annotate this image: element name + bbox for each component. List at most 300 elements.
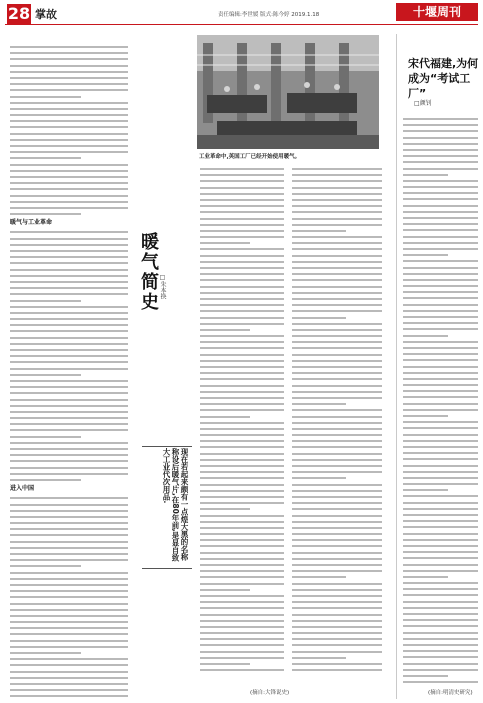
text-line bbox=[403, 168, 478, 170]
text-line bbox=[10, 380, 128, 382]
text-line bbox=[10, 578, 128, 580]
text-line bbox=[10, 126, 128, 128]
text-line bbox=[200, 508, 250, 510]
text-line bbox=[403, 359, 478, 361]
text-line bbox=[10, 392, 128, 394]
text-line bbox=[200, 298, 284, 300]
text-line bbox=[200, 484, 284, 486]
text-line bbox=[292, 403, 346, 405]
text-line bbox=[200, 589, 250, 591]
text-line bbox=[292, 236, 382, 238]
body-column-right bbox=[292, 168, 382, 671]
text-line bbox=[10, 349, 128, 351]
text-line bbox=[200, 218, 284, 220]
text-line bbox=[292, 248, 382, 250]
text-line bbox=[200, 626, 284, 628]
text-line bbox=[200, 669, 284, 671]
text-line bbox=[200, 533, 284, 535]
text-line bbox=[10, 368, 128, 370]
text-line bbox=[292, 477, 346, 479]
text-line bbox=[10, 120, 128, 122]
text-line bbox=[200, 496, 284, 498]
text-line bbox=[10, 188, 128, 190]
text-line bbox=[200, 446, 284, 448]
text-line bbox=[200, 347, 284, 349]
text-line bbox=[403, 390, 478, 392]
text-line bbox=[200, 651, 284, 653]
text-line bbox=[292, 570, 382, 572]
text-line bbox=[403, 545, 478, 547]
text-line bbox=[292, 298, 382, 300]
text-line bbox=[10, 646, 128, 648]
text-line bbox=[200, 378, 284, 380]
text-line bbox=[10, 58, 128, 60]
text-line bbox=[403, 143, 478, 145]
text-line bbox=[292, 663, 382, 665]
text-line bbox=[200, 168, 284, 170]
text-line bbox=[10, 689, 128, 691]
text-line bbox=[403, 297, 478, 299]
text-line bbox=[200, 174, 284, 176]
text-line bbox=[403, 279, 478, 281]
text-line bbox=[200, 583, 284, 585]
text-line bbox=[10, 448, 128, 450]
text-line bbox=[200, 576, 284, 578]
text-line bbox=[292, 614, 382, 616]
text-line bbox=[292, 620, 382, 622]
text-line bbox=[200, 261, 284, 263]
text-line bbox=[292, 230, 346, 232]
text-line bbox=[10, 262, 128, 264]
text-line bbox=[403, 471, 478, 473]
section-subhead: 进入中国 bbox=[10, 485, 35, 493]
text-line bbox=[10, 405, 128, 407]
text-line bbox=[403, 415, 448, 417]
text-line bbox=[10, 411, 128, 413]
text-line bbox=[403, 242, 478, 244]
text-line bbox=[10, 244, 128, 246]
text-line bbox=[292, 323, 382, 325]
text-line bbox=[292, 205, 382, 207]
text-line bbox=[403, 192, 478, 194]
text-line bbox=[292, 422, 382, 424]
text-line bbox=[10, 664, 128, 666]
text-line bbox=[292, 329, 382, 331]
text-line bbox=[403, 446, 478, 448]
text-line bbox=[403, 656, 478, 658]
text-line bbox=[292, 292, 382, 294]
text-line bbox=[200, 409, 284, 411]
text-line bbox=[200, 552, 284, 554]
text-line bbox=[403, 384, 478, 386]
text-line bbox=[10, 386, 128, 388]
text-line bbox=[10, 355, 128, 357]
text-line bbox=[10, 460, 128, 462]
article-title: 暖气简史 bbox=[138, 232, 159, 312]
text-line bbox=[292, 632, 382, 634]
text-line bbox=[292, 255, 382, 257]
text-line bbox=[403, 483, 478, 485]
text-line bbox=[292, 496, 382, 498]
text-line bbox=[10, 238, 128, 240]
text-line bbox=[292, 453, 382, 455]
text-line bbox=[292, 626, 382, 628]
text-line bbox=[10, 627, 128, 629]
text-line bbox=[292, 527, 382, 529]
text-line bbox=[200, 341, 284, 343]
text-line bbox=[403, 236, 478, 238]
text-line bbox=[200, 224, 284, 226]
text-line bbox=[200, 644, 284, 646]
text-line bbox=[10, 102, 128, 104]
text-line bbox=[403, 681, 478, 683]
text-line bbox=[10, 534, 128, 536]
text-line bbox=[292, 521, 382, 523]
text-line bbox=[292, 552, 382, 554]
text-line bbox=[10, 250, 128, 252]
text-line bbox=[10, 633, 128, 635]
text-line bbox=[292, 669, 382, 671]
text-line bbox=[10, 473, 128, 475]
text-line bbox=[292, 279, 382, 281]
text-line bbox=[403, 248, 478, 250]
text-line bbox=[10, 207, 128, 209]
text-line bbox=[10, 300, 81, 302]
text-line bbox=[200, 187, 284, 189]
text-line bbox=[403, 366, 478, 368]
text-line bbox=[10, 182, 128, 184]
text-line bbox=[403, 638, 478, 640]
text-line bbox=[403, 434, 478, 436]
text-line bbox=[10, 541, 128, 543]
text-line bbox=[403, 149, 478, 151]
pullquote-rule-top bbox=[142, 446, 192, 447]
text-line bbox=[292, 638, 382, 640]
text-line bbox=[200, 286, 284, 288]
sidebar-credit: (摘自:明清史研究) bbox=[428, 690, 473, 696]
text-line bbox=[403, 607, 478, 609]
text-line bbox=[200, 211, 284, 213]
text-line bbox=[10, 256, 128, 258]
text-line bbox=[403, 551, 478, 553]
text-line bbox=[292, 261, 382, 263]
text-line bbox=[10, 596, 128, 598]
text-line bbox=[10, 417, 128, 419]
page-number: 28 bbox=[7, 4, 31, 23]
text-line bbox=[200, 527, 284, 529]
text-line bbox=[200, 304, 284, 306]
text-line bbox=[403, 526, 478, 528]
text-line bbox=[10, 547, 128, 549]
body-column-left bbox=[10, 46, 128, 697]
text-line bbox=[200, 397, 284, 399]
text-line bbox=[200, 453, 284, 455]
text-line bbox=[10, 231, 128, 233]
text-line bbox=[292, 539, 382, 541]
pullquote-rule-bottom bbox=[142, 568, 192, 569]
text-line bbox=[200, 663, 250, 665]
text-line bbox=[10, 324, 128, 326]
text-line bbox=[292, 416, 382, 418]
text-line bbox=[200, 391, 284, 393]
text-line bbox=[403, 477, 478, 479]
text-line bbox=[200, 539, 284, 541]
text-line bbox=[403, 495, 478, 497]
text-line bbox=[292, 440, 382, 442]
text-line bbox=[200, 545, 284, 547]
text-line bbox=[10, 176, 128, 178]
text-line bbox=[200, 490, 284, 492]
text-line bbox=[403, 452, 478, 454]
text-line bbox=[403, 409, 478, 411]
sidebar-title: 宋代福建,为何成为“考试工厂” bbox=[408, 57, 479, 100]
text-line bbox=[200, 180, 284, 182]
text-line bbox=[292, 601, 382, 603]
text-line bbox=[200, 601, 284, 603]
editor-line: 责任编辑:李世媛 版式:陈今婷 2019.1.18 bbox=[218, 12, 320, 18]
text-line bbox=[10, 640, 128, 642]
text-line bbox=[292, 242, 382, 244]
text-line bbox=[292, 224, 382, 226]
text-line bbox=[200, 434, 284, 436]
text-line bbox=[403, 217, 478, 219]
text-line bbox=[403, 137, 478, 139]
text-line bbox=[10, 133, 128, 135]
text-line bbox=[10, 522, 128, 524]
text-line bbox=[292, 515, 382, 517]
text-line bbox=[10, 429, 128, 431]
text-line bbox=[10, 77, 128, 79]
text-line bbox=[292, 533, 382, 535]
text-line bbox=[292, 508, 382, 510]
text-line bbox=[403, 205, 478, 207]
text-line bbox=[10, 46, 128, 48]
text-line bbox=[403, 260, 478, 262]
text-line bbox=[403, 161, 478, 163]
text-line bbox=[403, 335, 448, 337]
text-line bbox=[292, 446, 382, 448]
text-line bbox=[292, 558, 382, 560]
text-line bbox=[200, 317, 284, 319]
text-line bbox=[292, 471, 382, 473]
text-line bbox=[200, 323, 284, 325]
text-line bbox=[10, 114, 128, 116]
text-line bbox=[403, 675, 448, 677]
text-line bbox=[200, 366, 284, 368]
text-line bbox=[200, 267, 284, 269]
text-line bbox=[403, 613, 478, 615]
text-line bbox=[10, 603, 128, 605]
text-line bbox=[200, 292, 284, 294]
text-line bbox=[292, 657, 346, 659]
text-line bbox=[403, 520, 478, 522]
body-column-middle bbox=[200, 168, 284, 671]
text-line bbox=[403, 186, 478, 188]
text-line bbox=[292, 607, 382, 609]
text-line bbox=[200, 657, 284, 659]
text-line bbox=[292, 193, 382, 195]
text-line bbox=[200, 558, 284, 560]
text-line bbox=[403, 155, 478, 157]
text-line bbox=[200, 459, 284, 461]
text-line bbox=[10, 287, 128, 289]
pull-quote: 现在若起来颇有一点煌大黑的名称称设后暖气片,在80年前,是显自致大工业代次用品. bbox=[162, 448, 189, 562]
text-line bbox=[200, 273, 284, 275]
text-line bbox=[403, 427, 478, 429]
text-line bbox=[403, 291, 478, 293]
text-line bbox=[403, 396, 478, 398]
text-line bbox=[200, 614, 284, 616]
text-line bbox=[200, 416, 250, 418]
text-line bbox=[10, 275, 128, 277]
text-line bbox=[200, 205, 284, 207]
text-line bbox=[200, 620, 284, 622]
text-line bbox=[200, 428, 284, 430]
text-line bbox=[10, 52, 128, 54]
text-line bbox=[10, 467, 128, 469]
text-line bbox=[292, 434, 382, 436]
text-line bbox=[292, 651, 382, 653]
text-line bbox=[10, 442, 128, 444]
text-line bbox=[200, 570, 284, 572]
text-line bbox=[10, 213, 81, 215]
text-line bbox=[292, 180, 382, 182]
text-line bbox=[292, 211, 382, 213]
text-line bbox=[200, 595, 284, 597]
text-line bbox=[403, 465, 478, 467]
text-line bbox=[403, 304, 478, 306]
text-line bbox=[200, 521, 284, 523]
text-line bbox=[10, 170, 128, 172]
text-line bbox=[10, 312, 128, 314]
text-line bbox=[403, 644, 478, 646]
text-line bbox=[200, 385, 284, 387]
text-line bbox=[292, 644, 382, 646]
text-line bbox=[10, 528, 128, 530]
text-line bbox=[10, 281, 128, 283]
text-line bbox=[403, 650, 478, 652]
text-line bbox=[403, 663, 478, 665]
text-line bbox=[403, 378, 478, 380]
text-line bbox=[200, 242, 250, 244]
text-line bbox=[403, 669, 478, 671]
text-line bbox=[292, 310, 382, 312]
publication-brand: 十堰周刊 bbox=[396, 3, 478, 21]
text-line bbox=[403, 458, 478, 460]
text-line bbox=[200, 248, 284, 250]
text-line bbox=[10, 609, 128, 611]
text-line bbox=[403, 601, 478, 603]
text-line bbox=[10, 565, 81, 567]
text-line bbox=[403, 285, 478, 287]
text-line bbox=[403, 576, 448, 578]
text-line bbox=[292, 304, 382, 306]
text-line bbox=[10, 318, 128, 320]
text-line bbox=[403, 130, 478, 132]
text-line bbox=[292, 583, 382, 585]
text-line bbox=[292, 168, 382, 170]
text-line bbox=[10, 553, 128, 555]
text-line bbox=[292, 378, 382, 380]
text-line bbox=[10, 343, 128, 345]
text-line bbox=[403, 619, 478, 621]
text-line bbox=[200, 477, 284, 479]
text-line bbox=[200, 335, 284, 337]
text-line bbox=[292, 490, 382, 492]
text-line bbox=[10, 164, 128, 166]
text-line bbox=[10, 677, 128, 679]
text-line bbox=[403, 625, 478, 627]
text-line bbox=[292, 589, 382, 591]
text-line bbox=[292, 484, 382, 486]
text-line bbox=[10, 374, 81, 376]
text-line bbox=[292, 174, 382, 176]
text-line bbox=[403, 341, 478, 343]
text-line bbox=[10, 361, 128, 363]
header-rule bbox=[5, 24, 478, 25]
text-line bbox=[200, 471, 284, 473]
text-line bbox=[403, 564, 478, 566]
photo-caption: 工业革命中,英国工厂已经开始使用暖气。 bbox=[199, 154, 301, 160]
text-line bbox=[403, 582, 478, 584]
text-line bbox=[403, 124, 478, 126]
text-line bbox=[403, 508, 478, 510]
text-line bbox=[403, 421, 478, 423]
text-line bbox=[10, 145, 128, 147]
text-line bbox=[10, 71, 128, 73]
text-line bbox=[292, 341, 382, 343]
text-line bbox=[403, 533, 478, 535]
text-line bbox=[403, 403, 478, 405]
text-line bbox=[292, 502, 382, 504]
text-line bbox=[292, 385, 382, 387]
text-line bbox=[200, 310, 284, 312]
text-line bbox=[403, 254, 448, 256]
text-line bbox=[10, 306, 128, 308]
text-line bbox=[10, 96, 81, 98]
sidebar-body bbox=[403, 118, 478, 683]
section-label: 掌故 bbox=[35, 8, 57, 21]
text-line bbox=[200, 255, 284, 257]
text-line bbox=[403, 310, 478, 312]
text-line bbox=[200, 422, 284, 424]
text-line bbox=[200, 354, 284, 356]
text-line bbox=[403, 347, 478, 349]
text-line bbox=[292, 564, 382, 566]
text-line bbox=[200, 372, 284, 374]
text-line bbox=[200, 632, 284, 634]
text-line bbox=[200, 440, 284, 442]
text-line bbox=[292, 372, 382, 374]
text-line bbox=[10, 695, 128, 697]
text-line bbox=[10, 572, 128, 574]
text-line bbox=[200, 230, 284, 232]
text-line bbox=[292, 545, 382, 547]
text-line bbox=[292, 595, 382, 597]
text-line bbox=[200, 465, 284, 467]
text-line bbox=[403, 316, 478, 318]
text-line bbox=[10, 559, 128, 561]
text-line bbox=[292, 199, 382, 201]
text-line bbox=[10, 516, 128, 518]
text-line bbox=[403, 570, 478, 572]
text-line bbox=[200, 199, 284, 201]
text-line bbox=[10, 510, 128, 512]
section-subhead: 暖气与工业革命 bbox=[10, 219, 53, 227]
text-line bbox=[10, 671, 128, 673]
text-line bbox=[403, 229, 478, 231]
text-line bbox=[200, 360, 284, 362]
